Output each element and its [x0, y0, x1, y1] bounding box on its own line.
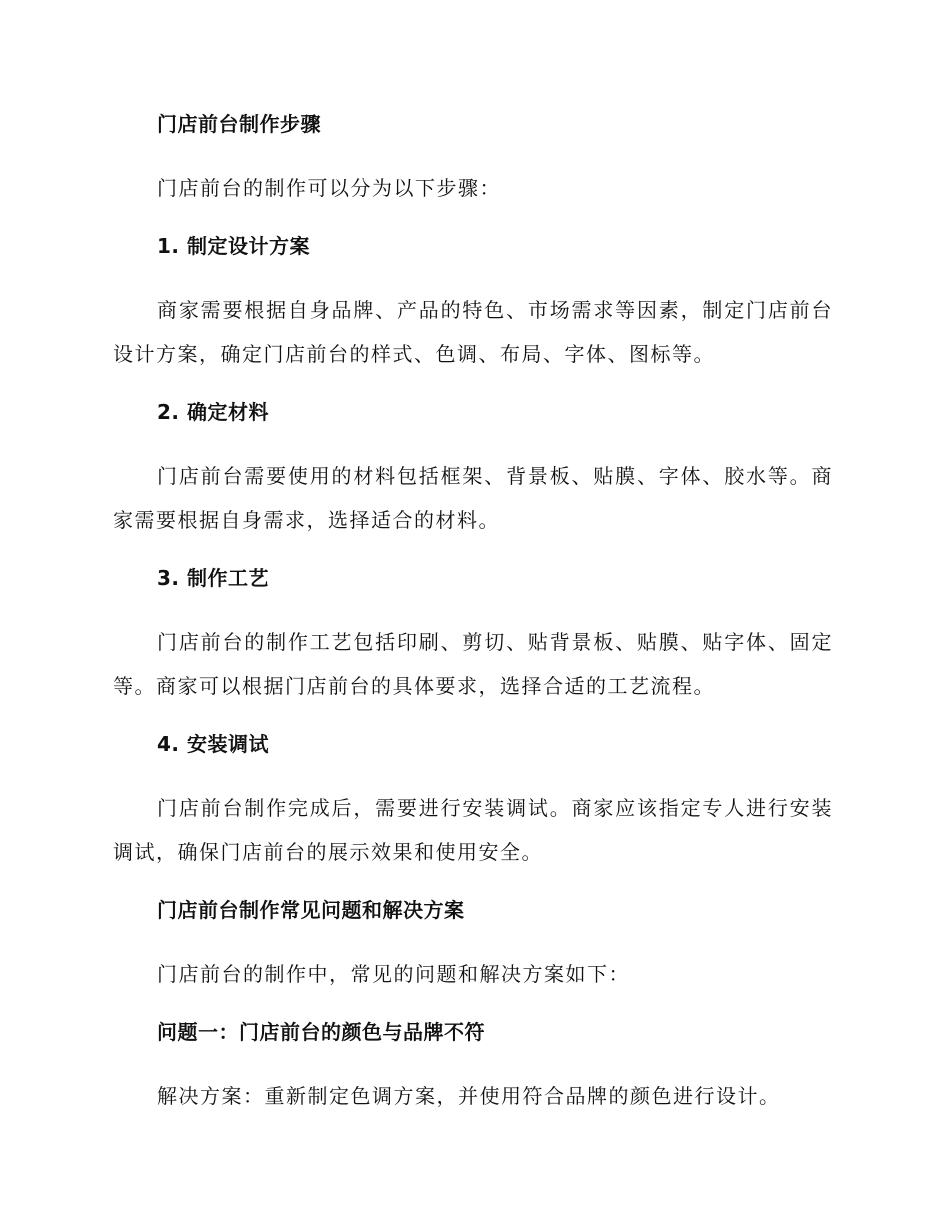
paragraph-step-2: 门店前台需要使用的材料包括框架、背景板、贴膜、字体、胶水等。商家需要根据自身需求，选择适合的材料。: [113, 464, 833, 532]
section-heading-faq: 门店前台制作常见问题和解决方案: [157, 898, 465, 922]
section-heading-steps: 门店前台制作步骤: [157, 112, 321, 136]
document-body: [113, 108, 833, 1118]
step-heading-2: 2. 确定材料: [157, 400, 269, 424]
paragraph-step-3: 门店前台的制作工艺包括印刷、剪切、贴背景板、贴膜、贴字体、固定等。商家可以根据门店前台的具体要求，选择合适的工艺流程。: [113, 630, 833, 698]
question-heading-1: 问题一：门店前台的颜色与品牌不符: [157, 1020, 485, 1044]
paragraph-answer-1: 解决方案：重新制定色调方案，并使用符合品牌的颜色进行设计。: [157, 1084, 781, 1108]
step-heading-3: 3. 制作工艺: [157, 566, 269, 590]
paragraph-step-4: 门店前台制作完成后，需要进行安装调试。商家应该指定专人进行安装调试，确保门店前台的展示效果和使用安全。: [113, 796, 833, 864]
paragraph-faq-intro: 门店前台的制作中，常见的问题和解决方案如下：: [157, 962, 630, 986]
step-heading-1: 1. 制定设计方案: [157, 234, 310, 258]
paragraph-step-1: 商家需要根据自身品牌、产品的特色、市场需求等因素，制定门店前台设计方案，确定门店前台的样式、色调、布局、字体、图标等。: [113, 298, 833, 366]
step-heading-4: 4. 安装调试: [157, 732, 269, 756]
paragraph-steps-intro: 门店前台的制作可以分为以下步骤：: [157, 176, 501, 200]
